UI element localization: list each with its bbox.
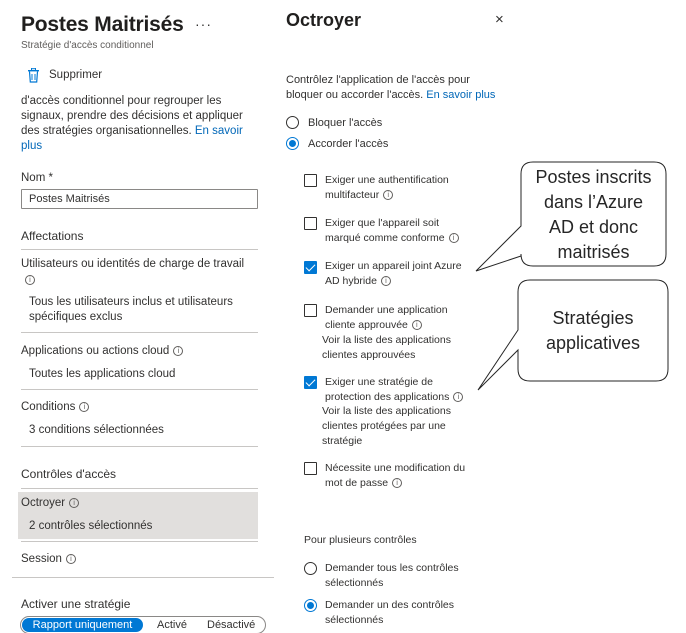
callout-line: dans l’Azure bbox=[543, 192, 644, 212]
link-line: clientes protégées par une bbox=[322, 420, 446, 432]
conditions-label: Conditions bbox=[21, 401, 76, 413]
policy-subtitle: Stratégie d'accès conditionnel bbox=[21, 40, 154, 51]
link-line: Voir la liste des applications bbox=[322, 334, 451, 346]
users-value-line: spécifiques exclus bbox=[29, 311, 123, 323]
option-line: sélectionnés bbox=[325, 577, 384, 589]
policy-name-input[interactable]: Postes Maitrisés bbox=[21, 189, 258, 209]
grant-selection-link[interactable]: 2 contrôles sélectionnés bbox=[29, 520, 153, 532]
apps-selection-link[interactable]: Toutes les applications cloud bbox=[29, 368, 176, 380]
learn-more-link[interactable]: En savoir plus bbox=[426, 89, 496, 101]
control-line: cliente approuvée i bbox=[325, 318, 448, 333]
info-icon: i bbox=[25, 275, 35, 285]
description-line: des stratégies organisationnelles. En savoir bbox=[21, 125, 243, 137]
info-icon: i bbox=[392, 478, 402, 488]
callout-device-text bbox=[521, 165, 666, 265]
callout-apps-text bbox=[518, 306, 668, 356]
delete-label: Supprimer bbox=[49, 69, 103, 81]
users-label: Utilisateurs ou identités de charge de travail bbox=[21, 258, 245, 270]
close-icon[interactable]: × bbox=[495, 11, 504, 28]
callout-line: Stratégies bbox=[552, 308, 634, 328]
grant-access-label: Accorder l'accès bbox=[308, 138, 389, 150]
option-line: Demander un des contrôles bbox=[325, 599, 454, 611]
control-line: Nécessite une modification du bbox=[325, 462, 466, 474]
info-icon: i bbox=[383, 190, 393, 200]
policy-title: Postes Maitrisés bbox=[21, 13, 184, 36]
control-line: Exiger une stratégie de bbox=[325, 376, 433, 388]
control-line: Exiger un appareil joint Azure bbox=[325, 260, 462, 272]
callout-line: Postes inscrits bbox=[535, 167, 652, 187]
block-access-label: Bloquer l'accès bbox=[308, 117, 383, 129]
intro-line: bloquer ou accorder l'accès. En savoir plus bbox=[286, 89, 496, 101]
users-value-line: Tous les utilisateurs inclus et utilisateurs bbox=[29, 296, 233, 308]
description-line: signaux, prendre des décisions et appliquer bbox=[21, 110, 243, 122]
info-icon: i bbox=[453, 392, 463, 402]
session-label: Session bbox=[21, 553, 62, 565]
control-line: protection des applications i bbox=[325, 390, 463, 405]
option-off[interactable]: Désactivé bbox=[207, 619, 256, 631]
link-line: stratégie bbox=[322, 435, 363, 447]
info-icon: i bbox=[412, 320, 422, 330]
enable-policy-label: Activer une stratégie bbox=[21, 597, 131, 611]
control-line: multifacteur i bbox=[325, 188, 449, 203]
option-line: sélectionnés bbox=[325, 614, 384, 626]
grant-label: Octroyer bbox=[21, 497, 66, 509]
control-line: Exiger que l'appareil soit bbox=[325, 217, 440, 229]
info-icon: i bbox=[381, 276, 391, 286]
option-line: Demander tous les contrôles bbox=[325, 562, 459, 574]
option-on[interactable]: Activé bbox=[157, 619, 187, 631]
control-line: Exiger une authentification bbox=[325, 174, 449, 186]
name-label: Nom * bbox=[21, 172, 53, 184]
learn-more-link[interactable]: En savoir bbox=[194, 125, 243, 137]
callout-line: applicatives bbox=[545, 333, 641, 353]
grant-panel-title: Octroyer bbox=[286, 10, 362, 30]
info-icon: i bbox=[449, 233, 459, 243]
multiple-controls-heading: Pour plusieurs contrôles bbox=[304, 534, 417, 546]
control-line: mot de passe i bbox=[325, 476, 465, 491]
intro-line: Contrôlez l'application de l'accès pour bbox=[286, 74, 470, 86]
option-report-only[interactable]: Rapport uniquement bbox=[22, 618, 143, 632]
callout-line: maitrisés bbox=[557, 242, 630, 262]
more-options-button[interactable]: ··· bbox=[195, 16, 212, 32]
info-icon: i bbox=[66, 554, 76, 564]
assignments-heading: Affectations bbox=[21, 229, 84, 243]
apps-label: Applications ou actions cloud bbox=[21, 345, 170, 357]
info-icon: i bbox=[69, 498, 79, 508]
control-line: AD hybride i bbox=[325, 274, 462, 289]
info-icon: i bbox=[79, 402, 89, 412]
control-line: marqué comme conforme i bbox=[325, 231, 459, 246]
description-line: d'accès conditionnel pour regrouper les bbox=[21, 95, 222, 107]
info-icon: i bbox=[173, 346, 183, 356]
link-line: clientes approuvées bbox=[322, 349, 416, 361]
learn-more-link-cont[interactable]: plus bbox=[21, 140, 43, 152]
link-line: Voir la liste des applications bbox=[322, 405, 451, 417]
control-line: Demander une application bbox=[325, 304, 448, 316]
callout-line: AD et donc bbox=[548, 217, 639, 237]
conditions-selection-link[interactable]: 3 conditions sélectionnées bbox=[29, 424, 164, 436]
access-controls-heading: Contrôles d'accès bbox=[21, 467, 117, 481]
